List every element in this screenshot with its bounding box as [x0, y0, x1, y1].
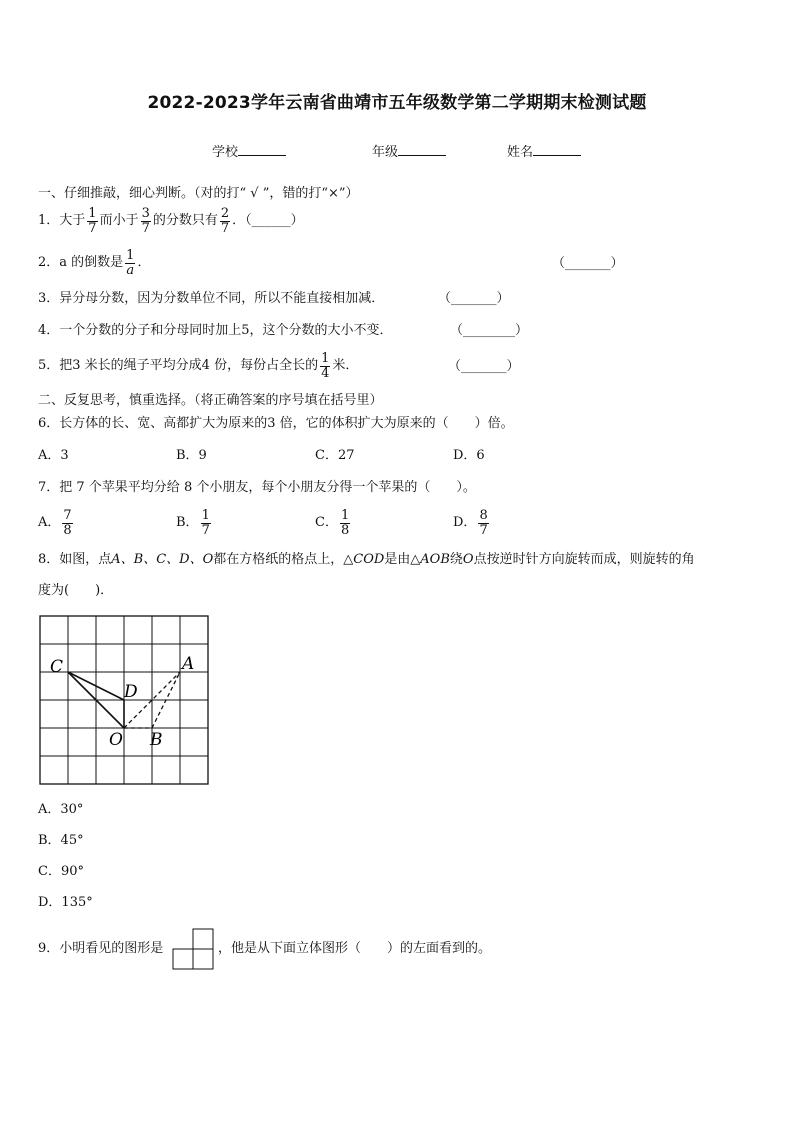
school-field [212, 141, 286, 160]
school-blank [238, 143, 286, 156]
q2-fraction: $\frac{1}{a}$ [126, 247, 135, 278]
name-field [507, 141, 581, 160]
q7-option-a-fraction: $\frac{7}{8}$ [63, 507, 72, 538]
q7-option-b[interactable]: B． $\frac{1}{7}$ [176, 507, 210, 538]
grade-label: 年级 [372, 145, 399, 160]
question-7: 7．把 7 个苹果平均分给 8 个小朋友，每个小朋友分得一个苹果的（ ）。 [38, 480, 476, 495]
q8-option-a[interactable]: A．30° [38, 802, 84, 817]
q7-option-b-fraction: $\frac{1}{7}$ [201, 507, 210, 538]
q7-option-c[interactable]: C． $\frac{1}{8}$ [315, 507, 350, 538]
grid-diagram [38, 614, 212, 788]
q2-text-b: ． [137, 255, 151, 270]
q7-option-d[interactable]: D． $\frac{8}{7}$ [453, 507, 488, 538]
q5-fraction: $\frac{1}{4}$ [321, 350, 330, 381]
q5-text-b: 米． [332, 358, 359, 373]
q8-option-c[interactable]: C．90° [38, 864, 84, 879]
question-4: 4．一个分数的分子和分母同时加上5，这个分数的大小不变． [38, 323, 393, 338]
q1-fraction-2: $\frac{3}{7}$ [141, 205, 150, 236]
q4-answer-blank: （________） [450, 323, 529, 338]
q7-option-d-fraction: $\frac{8}{7}$ [479, 507, 488, 538]
grade-field [372, 141, 446, 160]
q1-text-c: 的分数只有 [152, 213, 218, 228]
question-5 [38, 349, 358, 383]
q1-text-a: 1．大于 [38, 213, 86, 228]
section-1-heading: 一、仔细推敲，细心判断。（对的打“ √ ”，错的打“×”） [38, 186, 359, 201]
question-9-a: 9．小明看见的图形是 [38, 941, 164, 956]
label-d: D [124, 682, 138, 702]
q6-option-d[interactable]: D．6 [453, 448, 485, 463]
q6-option-b[interactable]: B．9 [176, 448, 207, 463]
q9-view-figure [172, 928, 216, 972]
section-2-heading: 二、反复思考，慎重选择。（将正确答案的序号填在括号里） [38, 393, 383, 408]
question-9-b: ，他是从下面立体图形（ ）的左面看到的。 [218, 941, 492, 956]
question-8-line-2: 度为( )． [38, 583, 114, 598]
q6-option-a[interactable]: A．3 [38, 448, 69, 463]
q1-fraction-3: $\frac{2}{7}$ [220, 205, 230, 236]
question-3: 3．异分母分数，因为分数单位不同，所以不能直接相加减． [38, 291, 385, 306]
question-2 [38, 246, 150, 280]
q1-answer-blank: ．（______） [232, 213, 304, 228]
label-o: O [109, 730, 123, 750]
q3-answer-blank: （_______） [438, 291, 510, 306]
name-label: 姓名 [507, 145, 534, 160]
label-c: C [50, 657, 64, 677]
question-1 [38, 204, 304, 238]
q7-option-a[interactable]: A． $\frac{7}{8}$ [38, 507, 72, 538]
q6-option-c[interactable]: C．27 [315, 448, 355, 463]
question-8: 8．如图，点A、B、C、D、O都在方格纸的格点上，△COD是由△AOB绕O点按逆时针方向旋转而成，则旋转的角 [38, 552, 695, 567]
page-title: 2022-2023学年云南省曲靖市五年级数学第二学期期末检测试题 [147, 93, 647, 113]
question-6: 6．长方体的长、宽、高都扩大为原来的3 倍，它的体积扩大为原来的（ ）倍。 [38, 416, 514, 431]
q7-option-c-fraction: $\frac{1}{8}$ [340, 507, 350, 538]
q8-option-b[interactable]: B．45° [38, 833, 84, 848]
name-blank [533, 143, 581, 156]
q2-text-a: 2．a 的倒数是 [38, 255, 124, 270]
q5-answer-blank: （_______） [448, 359, 520, 374]
q5-text-a: 5．把3 米长的绳子平均分成4 份，每份占全长的 [38, 358, 319, 373]
label-a: A [182, 654, 195, 674]
q8-option-d[interactable]: D．135° [38, 895, 93, 910]
q1-fraction-1: $\frac{1}{7}$ [88, 205, 97, 236]
q2-answer-blank: （_______） [552, 256, 624, 271]
grade-blank [398, 143, 446, 156]
q1-text-b: 而小于 [99, 213, 139, 228]
school-label: 学校 [212, 145, 239, 160]
label-b: B [150, 730, 163, 750]
